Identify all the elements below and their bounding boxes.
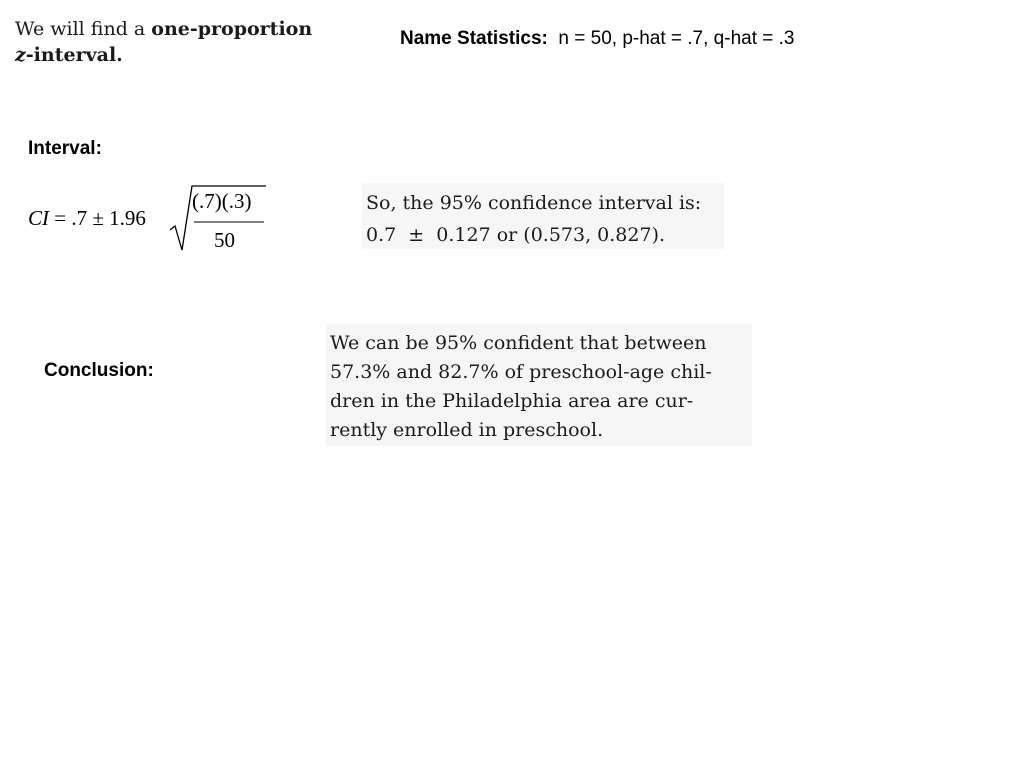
formula-center-margin: = .7 ± 1.96 xyxy=(49,206,146,230)
conclusion-line: We can be 95% confident that between xyxy=(330,332,707,354)
intro-z-letter: z xyxy=(15,44,26,66)
conclusion-line: rently enrolled in preschool. xyxy=(330,419,604,441)
ci-result-box xyxy=(362,183,724,249)
intro-prefix: We will find a xyxy=(15,18,152,40)
interval-label: Interval: xyxy=(28,138,102,159)
name-statistics-label: Name Statistics: xyxy=(400,28,548,49)
formula-numerator: (.7)(.3) xyxy=(192,189,252,213)
conclusion-line: 57.3% and 82.7% of preschool-age chil- xyxy=(330,361,712,383)
intro-bold-method: one-proportion xyxy=(151,18,313,40)
ci-result-line-1: So, the 95% confidence interval is: xyxy=(366,192,702,214)
intro-text xyxy=(15,16,345,68)
ci-formula xyxy=(28,184,288,254)
formula-denominator: 50 xyxy=(214,228,235,252)
conclusion-line: dren in the Philadelphia area are cur- xyxy=(330,390,694,412)
formula-lhs xyxy=(28,206,146,231)
conclusion-label: Conclusion: xyxy=(44,360,154,381)
formula-ci-symbol: CI xyxy=(28,206,49,230)
name-statistics xyxy=(400,28,795,50)
name-statistics-values: n = 50, p-hat = .7, q-hat = .3 xyxy=(558,28,795,49)
ci-result-line-2: 0.7 ± 0.127 or (0.573, 0.827). xyxy=(366,224,666,246)
intro-bold-end: -interval. xyxy=(25,44,123,66)
conclusion-box xyxy=(326,324,752,446)
